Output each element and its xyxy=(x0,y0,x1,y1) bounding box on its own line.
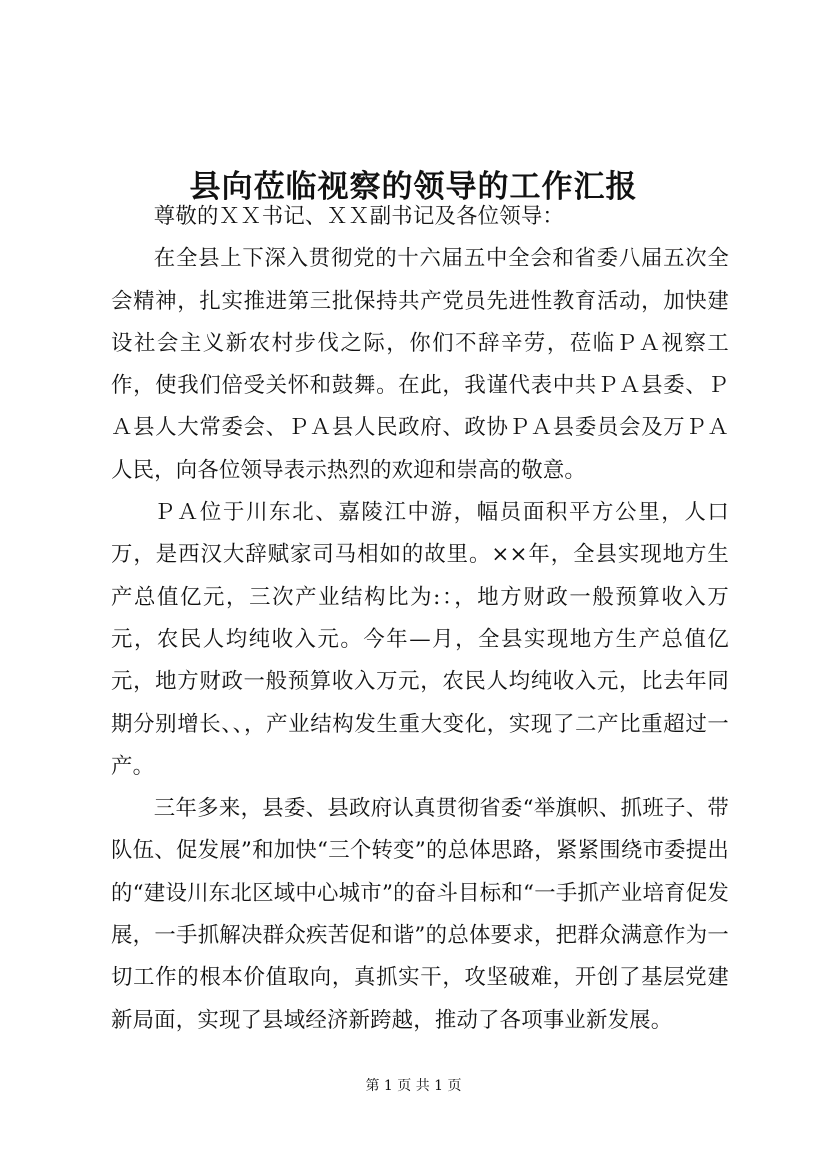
county-overview-paragraph: ＰＡ位于川东北、嘉陵江中游，幅员面积平方公里，人口万，是西汉大辞赋家司马相如的故里。××年，全县实现地方生产总值亿元，三次产业结构比为:：，地方财政一般预算收入万元，农民人均纯收入元。今年—月，全县实现地方生产总值亿元，地方财政一般预算收入万元，农民人均纯收入元，比去年同期分别增长、、，产业结构发生重大变化，实现了二产比重超过一产。 xyxy=(111,500,729,779)
document-title: 县向莅临视察的领导的工作汇报 xyxy=(189,168,638,205)
welcome-paragraph: 在全县上下深入贯彻党的十六届五中全会和省委八届五次全会精神，扎实推进第三批保持共产党员先进性教育活动，加快建设社会主义新农村步伐之际，你们不辞辛劳，莅临ＰＡ视察工作，使我们倍受关怀和鼓舞。在此，我谨代表中共ＰＡ县委、ＰＡ县人大常委会、ＰＡ县人民政府、政协ＰＡ县委员会及万ＰＡ人民，向各位领导表示热烈的欢迎和崇高的敬意。 xyxy=(111,246,729,483)
document-body xyxy=(111,196,729,1042)
salutation-paragraph: 尊敬的ＸＸ书记、ＸＸ副书记及各位领导： xyxy=(153,204,565,229)
page-footer: 第 1 页 共 1 页 xyxy=(365,1078,462,1094)
work-summary-paragraph: 三年多来，县委、县政府认真贯彻省委“举旗帜、抓班子、带队伍、促发展”和加快“三个转变”的总体思路，紧紧围绕市委提出的“建设川东北区域中心城市”的奋斗目标和“一手抓产业培育促发展，一手抓解决群众疾苦促和谐”的总体要求，把群众满意作为一切工作的根本价值取向，真抓实干，攻坚破难，开创了基层党建新局面，实现了县域经济新跨越，推动了各项事业新发展。 xyxy=(111,796,729,1033)
